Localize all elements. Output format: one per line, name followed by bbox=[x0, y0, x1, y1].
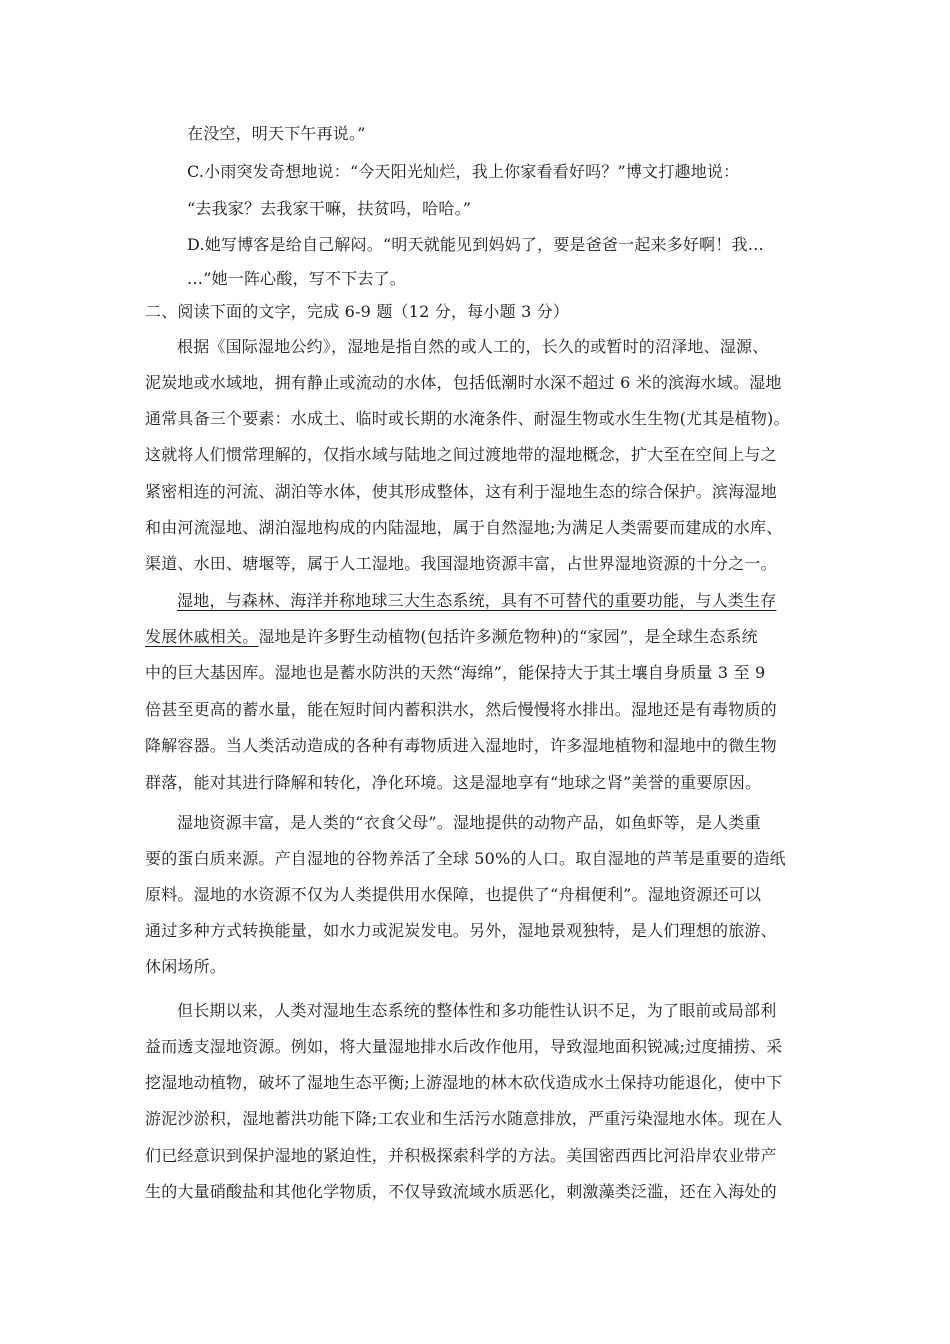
paragraph-4-line: 挖湿地动植物，破坏了湿地生态平衡;上游湿地的林木砍伐造成水土保持功能退化，使中下 bbox=[145, 1073, 783, 1092]
paragraph-3-line: 要的蛋白质来源。产自湿地的谷物养活了全球 50%的人口。取自湿地的芦苇是重要的造纸 bbox=[145, 849, 786, 868]
paragraph-2-line: 倍甚至更高的蓄水量，能在短时间内蓄积洪水，然后慢慢将水排出。湿地还是有毒物质的 bbox=[145, 700, 777, 719]
paragraph-4-line: 但长期以来，人类对湿地生态系统的整体性和多功能性认识不足，为了眼前或局部利 bbox=[177, 1001, 777, 1020]
option-c-line-2: “去我家？去我家干嘛，扶贫吗，哈哈。” bbox=[187, 199, 472, 218]
option-d-line-2: …”她一阵心酸，写不下去了。 bbox=[187, 269, 406, 288]
paragraph-1-line: 泥炭地或水域地，拥有静止或流动的水体，包括低潮时水深不超过 6 米的滨海水域。湿地 bbox=[145, 373, 782, 392]
paragraph-2-line: 群落，能对其进行降解和转化，净化环境。这是湿地享有“地球之肾”美誉的重要原因。 bbox=[145, 773, 762, 792]
underlined-sentence: 湿地，与森林、海洋并称地球三大生态系统，具有不可替代的重要功能，与人类生存 bbox=[177, 591, 777, 610]
paragraph-2-text: 湿地是许多野生动植物(包括许多濒危物种)的“家园”，是全球生态系统 bbox=[258, 627, 758, 646]
option-b-continuation: 在没空，明天下午再说。” bbox=[187, 124, 366, 143]
paragraph-4-line: 们已经意识到保护湿地的紧迫性，并积极探索科学的方法。美国密西西比河沿岸农业带产 bbox=[145, 1146, 777, 1165]
paragraph-1-line: 紧密相连的河流、湖泊等水体，使其形成整体，这有利于湿地生态的综合保护。滨海湿地 bbox=[145, 482, 777, 501]
underlined-sentence-end: 发展休戚相关。 bbox=[145, 627, 259, 646]
paragraph-2-line-1 bbox=[177, 590, 776, 612]
paragraph-1-line: 渠道、水田、塘堰等，属于人工湿地。我国湿地资源丰富，占世界湿地资源的十分之一。 bbox=[145, 554, 777, 573]
paragraph-4-line: 益而透支湿地资源。例如，将大量湿地排水后改作他用，导致湿地面积锐减;过度捕捞、采 bbox=[145, 1037, 783, 1056]
paragraph-3-line: 休闲场所。 bbox=[145, 957, 227, 976]
paragraph-1-line: 根据《国际湿地公约》，湿地是指自然的或人工的，长久的或暂时的沼泽地、湿源、 bbox=[177, 337, 769, 356]
paragraph-1-line: 通常具备三个要素：水成土、临时或长期的水淹条件、耐湿生物或水生生物(尤其是植物)。 bbox=[145, 409, 790, 428]
paragraph-4-line: 游泥沙淤积，湿地蓄洪功能下降;工农业和生活污水随意排放，严重污染湿地水体。现在人 bbox=[145, 1109, 783, 1128]
paragraph-1-line: 这就将人们惯常理解的，仅指水域与陆地之间过渡地带的湿地概念，扩大至在空间上与之 bbox=[145, 445, 777, 464]
paragraph-2-line: 中的巨大基因库。湿地也是蓄水防洪的天然“海绵”，能保持大于其土壤自身质量 3 至 9 bbox=[145, 663, 766, 682]
option-d-line-1: D.她写博客是给自己解闷。“明天就能见到妈妈了，要是爸爸一起来多好啊！我… bbox=[187, 235, 764, 254]
paragraph-2-line: 降解容器。当人类活动造成的各种有毒物质进入湿地时，许多湿地植物和湿地中的微生物 bbox=[145, 736, 777, 755]
paragraph-2-line-2 bbox=[145, 626, 758, 648]
paragraph-1-line: 和由河流湿地、湖泊湿地构成的内陆湿地，属于自然湿地;为满足人类需要而建成的水库、 bbox=[145, 518, 783, 537]
paragraph-4-line: 生的大量硝酸盐和其他化学物质，不仅导致流域水质恶化，刺激藻类泛滥，还在入海处的 bbox=[145, 1182, 777, 1201]
option-c-line-1: C.小雨突发奇想地说：“今天阳光灿烂，我上你家看看好吗？”博文打趣地说： bbox=[187, 162, 740, 181]
paragraph-3-line: 湿地资源丰富，是人类的“衣食父母”。湿地提供的动物产品，如鱼虾等，是人类重 bbox=[177, 813, 761, 832]
paragraph-3-line: 通过多种方式转换能量，如水力或泥炭发电。另外，湿地景观独特，是人们理想的旅游、 bbox=[145, 921, 777, 940]
paragraph-3-line: 原料。湿地的水资源不仅为人类提供用水保障，也提供了“舟楫便利”。湿地资源还可以 bbox=[145, 885, 762, 904]
section-heading: 二、阅读下面的文字，完成 6-9 题（12 分，每小题 3 分） bbox=[145, 302, 570, 321]
